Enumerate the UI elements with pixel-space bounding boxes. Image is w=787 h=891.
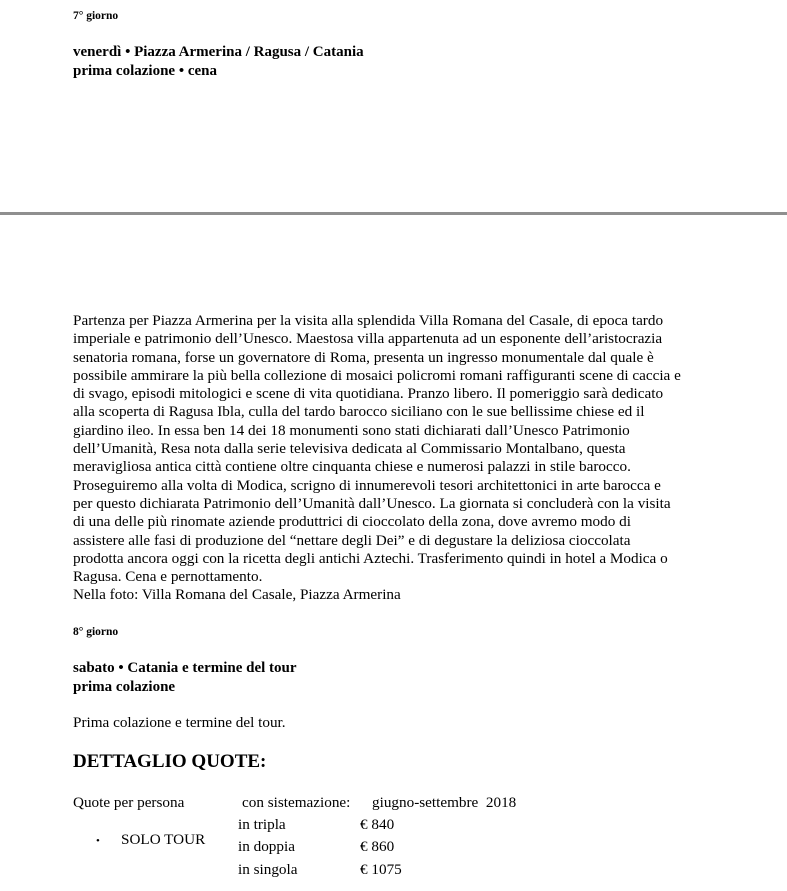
room-price: € 840 bbox=[360, 816, 395, 833]
period-label: giugno-settembre 2018 bbox=[372, 794, 517, 811]
room-type: in singola bbox=[238, 861, 298, 878]
room-type: in tripla bbox=[238, 816, 286, 833]
description-line: di una delle più rinomate aziende produttrici di cioccolato della zona, dove avremo modo di bbox=[73, 513, 631, 531]
day8-title bbox=[73, 659, 297, 697]
description-line: per questo dichiarata Patrimonio dell’Umanità dall’Unesco. La giornata si concluderà con la visita bbox=[73, 494, 671, 512]
quotes-heading: DETTAGLIO QUOTE: bbox=[73, 751, 267, 772]
room-price: € 860 bbox=[360, 838, 395, 855]
description-line: Ragusa. Cena e pernottamento. bbox=[73, 568, 263, 586]
day7-label: 7° giorno bbox=[73, 10, 119, 22]
room-price: € 1075 bbox=[360, 861, 402, 878]
description-line: imperiale e patrimonio dell’Unesco. Maestosa villa appartenuta ad un esponente dell’aristocrazia bbox=[73, 330, 663, 348]
description-line: di svago, episodi mitologici e scene di vita quotidiana. Pranzo libero. Il pomeriggio sarà dedicato bbox=[73, 385, 664, 403]
description-line: giardino ileo. In essa ben 14 dei 18 monumenti sono stati dichiarati dall’Unesco Patrimonio bbox=[73, 421, 630, 439]
day7-description bbox=[73, 312, 733, 605]
description-line: assistere alle fasi di produzione del “nettare degli Dei” e di degustare la deliziosa cioccolata bbox=[73, 531, 631, 549]
day7-title bbox=[73, 43, 364, 81]
day7-title-meals: prima colazione • cena bbox=[73, 63, 217, 79]
room-type: in doppia bbox=[238, 838, 295, 855]
photo-caption: Nella foto: Villa Romana del Casale, Piazza Armerina bbox=[73, 586, 401, 604]
description-line: possibile ammirare la più bella collezione di mosaici policromi romani raffiguranti scene di caccia e bbox=[73, 366, 681, 384]
day8-title-meals: prima colazione bbox=[73, 679, 176, 695]
day8-description: Prima colazione e termine del tour. bbox=[73, 714, 286, 731]
description-line: alla scoperta di Ragusa Ibla, culla del tardo barocco siciliano con le sue bellissime chiese ed il bbox=[73, 403, 645, 421]
description-line: meravigliosa antica città contiene oltre cinquanta chiese e numerosi palazzi in stile barocco. bbox=[73, 458, 631, 476]
day7-title-route: venerdì • Piazza Armerina / Ragusa / Catania bbox=[73, 44, 364, 60]
description-line: Proseguiremo alla volta di Modica, scrigno di innumerevoli tesori architettonici in arte barocca e bbox=[73, 476, 661, 494]
section-divider bbox=[0, 212, 787, 215]
bullet-icon: • bbox=[96, 835, 100, 847]
description-line: senatoria romana, forse un governatore di Roma, presenta un ingresso monumentale dal quale è bbox=[73, 348, 654, 366]
day8-title-route: sabato • Catania e termine del tour bbox=[73, 660, 297, 676]
day8-label: 8° giorno bbox=[73, 626, 119, 638]
package-name: SOLO TOUR bbox=[121, 831, 206, 848]
per-person-label: Quote per persona bbox=[73, 794, 185, 811]
description-line: prodotta ancora oggi con la ricetta degli antichi Aztechi. Trasferimento quindi in hotel a Modica o bbox=[73, 549, 668, 567]
accommodation-label: con sistemazione: bbox=[242, 794, 351, 811]
description-line: Partenza per Piazza Armerina per la visita alla splendida Villa Romana del Casale, di epoca tardo bbox=[73, 312, 664, 329]
description-line: dell’Umanità, Resa nota dalla serie televisiva dedicata al Commissario Montalbano, questa bbox=[73, 440, 626, 458]
